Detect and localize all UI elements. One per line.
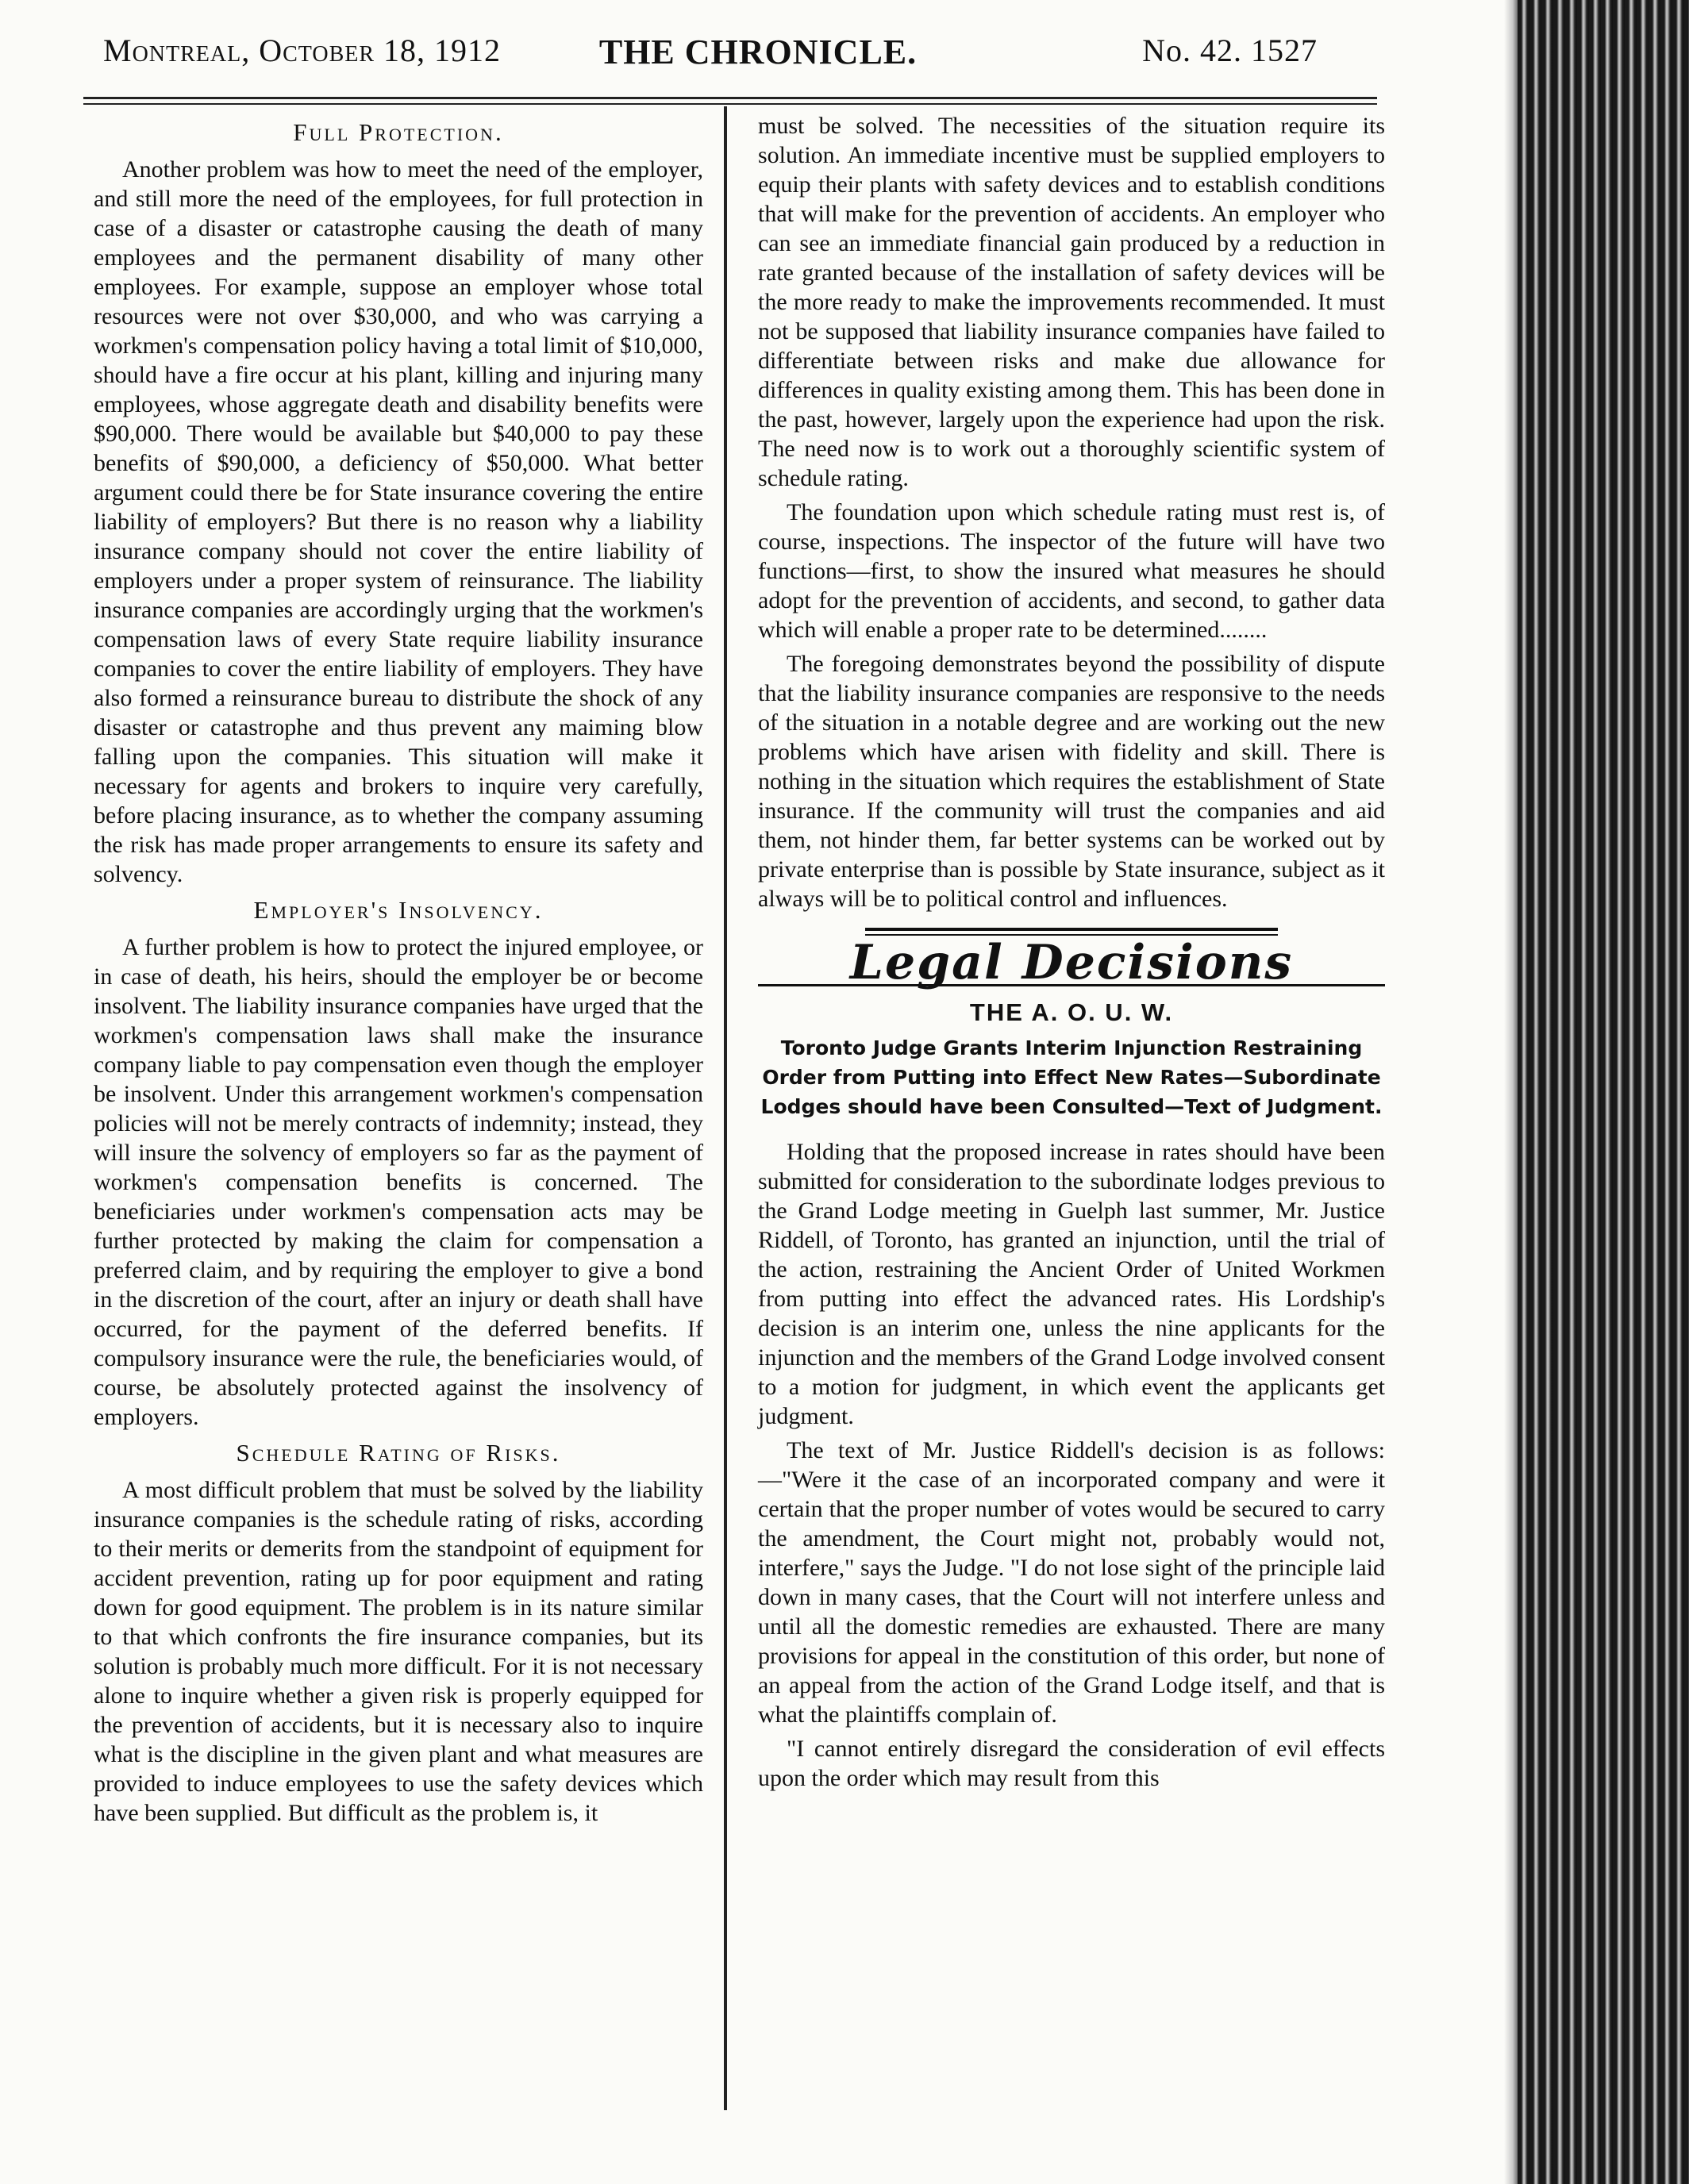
right-column [758,111,1385,1798]
paragraph-full-protection: Another problem was how to meet the need of the employer, and still more the need of the employees, for full protection in case of a disaster or catastrophe causing the death of many employees and the permanent disability of many other employees. For example, suppose an employer whose total resources were not over $30,000, and who was carrying a workmen's compensation policy having a total limit of $10,000, should have a fire occur at his plant, killing and injuring many employees, whose aggregate death and disability benefits were $90,000. There would be available but $40,000 to pay these benefits of $90,000, a deficiency of $50,000. What better argument could there be for State insurance covering the entire liability of employers? But there is no reason why a liability insurance company should not cover the entire liability of employers under a proper system of reinsurance. The liability insurance companies are accordingly urging that the workmen's compensation laws of every State require liability insurance companies to cover the entire liability of employers. They have also formed a reinsurance bureau to distribute the shock of any disaster or catastrophe and thus prevent any maiming blow falling upon the companies. This situation will make it necessary for agents and brokers to inquire very carefully, before placing insurance, as to whether the company assuming the risk has made proper arrangements to ensure its safety and solvency. [94,156,703,887]
legal-decisions-title: Legal Decisions [849,935,1294,990]
article-deck: Toronto Judge Grants Interim Injunction Restraining Order from Putting into Effect New Rates—Subordinate Lodges should have been Consulted—Text of Judgment. [760,1036,1383,1118]
paragraph-legal-1: Holding that the proposed increase in rates should have been submitted for consideration to the subordinate lodges previous to the Grand Lodge meeting in Guelph last summer, Mr. Justice Riddell, of Toronto, has granted an injunction, until the trial of the action, restraining the Ancient Order of United Workmen from putting into effect the advanced rates. His Lordship's decision is an interim one, unless the nine applicants for the injunction and the members of the Grand Lodge involved consent to a motion for judgment, in which event the applicants get judgment. [758,1139,1385,1429]
article-subheading: THE A. O. U. W. [969,998,1174,1026]
header-title: THE CHRONICLE. [598,33,918,71]
section-heading-schedule-rating: Schedule Rating of Risks. [236,1439,561,1467]
header-rule [83,97,1377,99]
column-divider [724,106,727,2110]
paragraph-continuation: must be solved. The necessities of the situation require its solution. An immediate incentive must be supplied employers to equip their plants with safety devices and to establish conditions that will make for the prevention of accidents. An employer who can see an immediate financial gain produced by a reduction in rate granted because of the installation of safety devices will be the more ready to make the improvements recommended. It must not be supposed that liability insurance companies have failed to differentiate between risks and make due allowance for differences in quality existing among them. This has been done in the past, however, largely upon the experience had upon the risk. The need now is to work out a thoroughly scientific system of schedule rating. [758,113,1385,491]
section-heading-insolvency: Employer's Insolvency. [253,896,544,924]
paragraph-insolvency: A further problem is how to protect the injured employee, or in case of death, his heirs, should the employer be or become insolvent. The liability insurance companies have urged that the workmen's compensation laws shall make the insurance company liable to pay compensation even though the employer be insolvent. Under this arrangement workmen's compensation policies will not be merely contracts of indemnity; instead, they will insure the solvency of employers so far as the payment of workmen's compensation benefits is concerned. The beneficiaries under workmen's compensation acts may be further protected by making the claim for compensation a preferred claim, and by requiring the employer to give a bond in the discretion of the court, after an injury or death shall have occurred, for the payment of the deferred benefits. If compulsory insurance were the rule, the beneficiaries would, of course, be absolutely protected against the insolvency of employers. [94,934,703,1430]
left-column [94,111,703,1832]
section-heading-full-protection: Full Protection. [293,118,504,146]
paragraph-legal-2: The text of Mr. Justice Riddell's decision is as follows:—"Were it the case of an incorporated company and were it certain that the proper number of votes would be secured to carry the amendment, the Court might not, probably would not, interfere," says the Judge. "I do not lose sight of the principle laid down in many cases, that the Court will not interfere unless and until all the domestic remedies are exhausted. There are many provisions for appeal in the constitution of this order, but none of an appeal from the action of the Grand Lodge itself, and that is what the plaintiffs complain of. [758,1437,1385,1728]
paragraph-schedule-rating: A most difficult problem that must be solved by the liability insurance companies is the schedule rating of risks, according to their merits or demerits from the standpoint of equipment for accident prevention, rating up for poor equipment and rating down for good equipment. The problem is in its nature similar to that which confronts the fire insurance companies, but its solution is probably much more difficult. For it is not necessary alone to inquire whether a given risk is properly equipped for the prevention of accidents, but it is necessary also to inquire what is the discipline in the given plant and what measures are provided to induce employees to use the safety devices which have been supplied. But difficult as the problem is, it [94,1477,703,1826]
header-date: Montreal, October 18, 1912 [103,33,502,68]
header-page-number: No. 42. 1527 [1142,33,1318,68]
header-rule-thin [83,103,1377,105]
book-spine [1518,0,1689,2184]
paragraph-legal-3: "I cannot entirely disregard the consideration of evil effects upon the order which may result from this [758,1736,1385,1791]
paragraph-foundation: The foundation upon which schedule rating must rest is, of course, inspections. The inspector of the future will have two functions—first, to show the insured what measures he should adopt for the prevention of accidents, and second, to gather data which will enable a proper rate to be determined........ [758,499,1385,643]
paragraph-foregoing: The foregoing demonstrates beyond the possibility of dispute that the liability insurance companies are responsive to the needs of the situation in a notable degree and are working out the new problems which have arisen with fidelity and skill. There is nothing in the situation which requires the establishment of State insurance. If the community will trust the companies and aid them, not hinder them, far better systems can be worked out by private enterprise than is possible by State insurance, subject as it always will be to political control and influences. [758,651,1385,912]
